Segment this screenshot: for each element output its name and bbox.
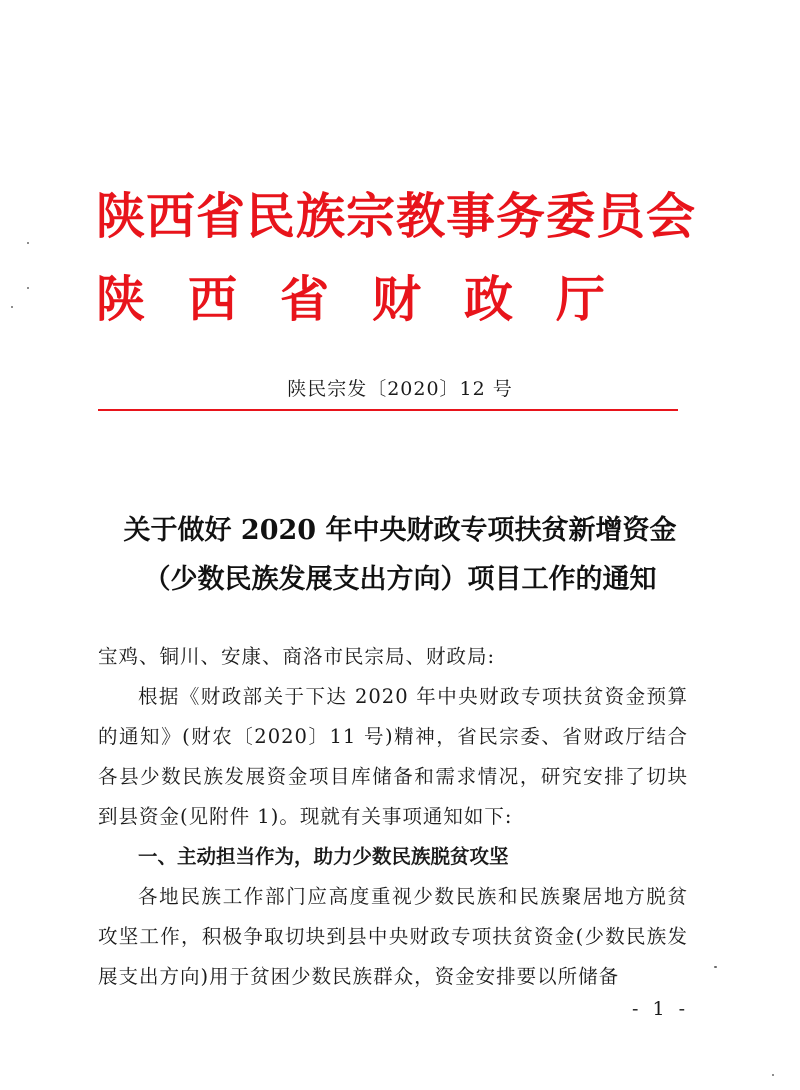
red-separator-line (98, 409, 678, 411)
scan-speck (772, 1074, 774, 1076)
body-paragraph-1: 根据《财政部关于下达 2020 年中央财政专项扶贫资金预算的通知》(财农〔2020〕11 号)精神，省民宗委、省财政厅结合各县少数民族发展资金项目库储备和需求情况，研究安排了切块到县资金(见附件 1)。现就有关事项通知如下: (98, 685, 688, 828)
scan-speck (11, 306, 13, 308)
scan-speck (27, 287, 29, 289)
document-number: 陕民宗发〔2020〕12 号 (287, 378, 513, 400)
page-number: - 1 - (632, 998, 690, 1020)
addressee: 宝鸡、铜川、安康、商洛市民宗局、财政局: (98, 645, 496, 668)
scan-speck (27, 242, 29, 244)
body-paragraph-2: 各地民族工作部门应高度重视少数民族和民族聚居地方脱贫攻坚工作，积极争取切块到县中央财政专项扶贫资金(少数民族发展支出方向)用于贫困少数民族群众，资金安排要以所储备 (98, 885, 688, 988)
issuing-org-line-2: 陕西省财政厅 (96, 271, 649, 328)
document-title-line-2: （少数民族发展支出方向）项目工作的通知 (143, 564, 657, 595)
document-title-line-1: 关于做好 2020 年中央财政专项扶贫新增资金 (123, 515, 677, 546)
section-1-heading: 一、主动担当作为，助力少数民族脱贫攻坚 (138, 845, 509, 868)
scan-speck (714, 966, 717, 968)
issuing-org-line-1: 陕西省民族宗教事务委员会 (96, 188, 697, 245)
